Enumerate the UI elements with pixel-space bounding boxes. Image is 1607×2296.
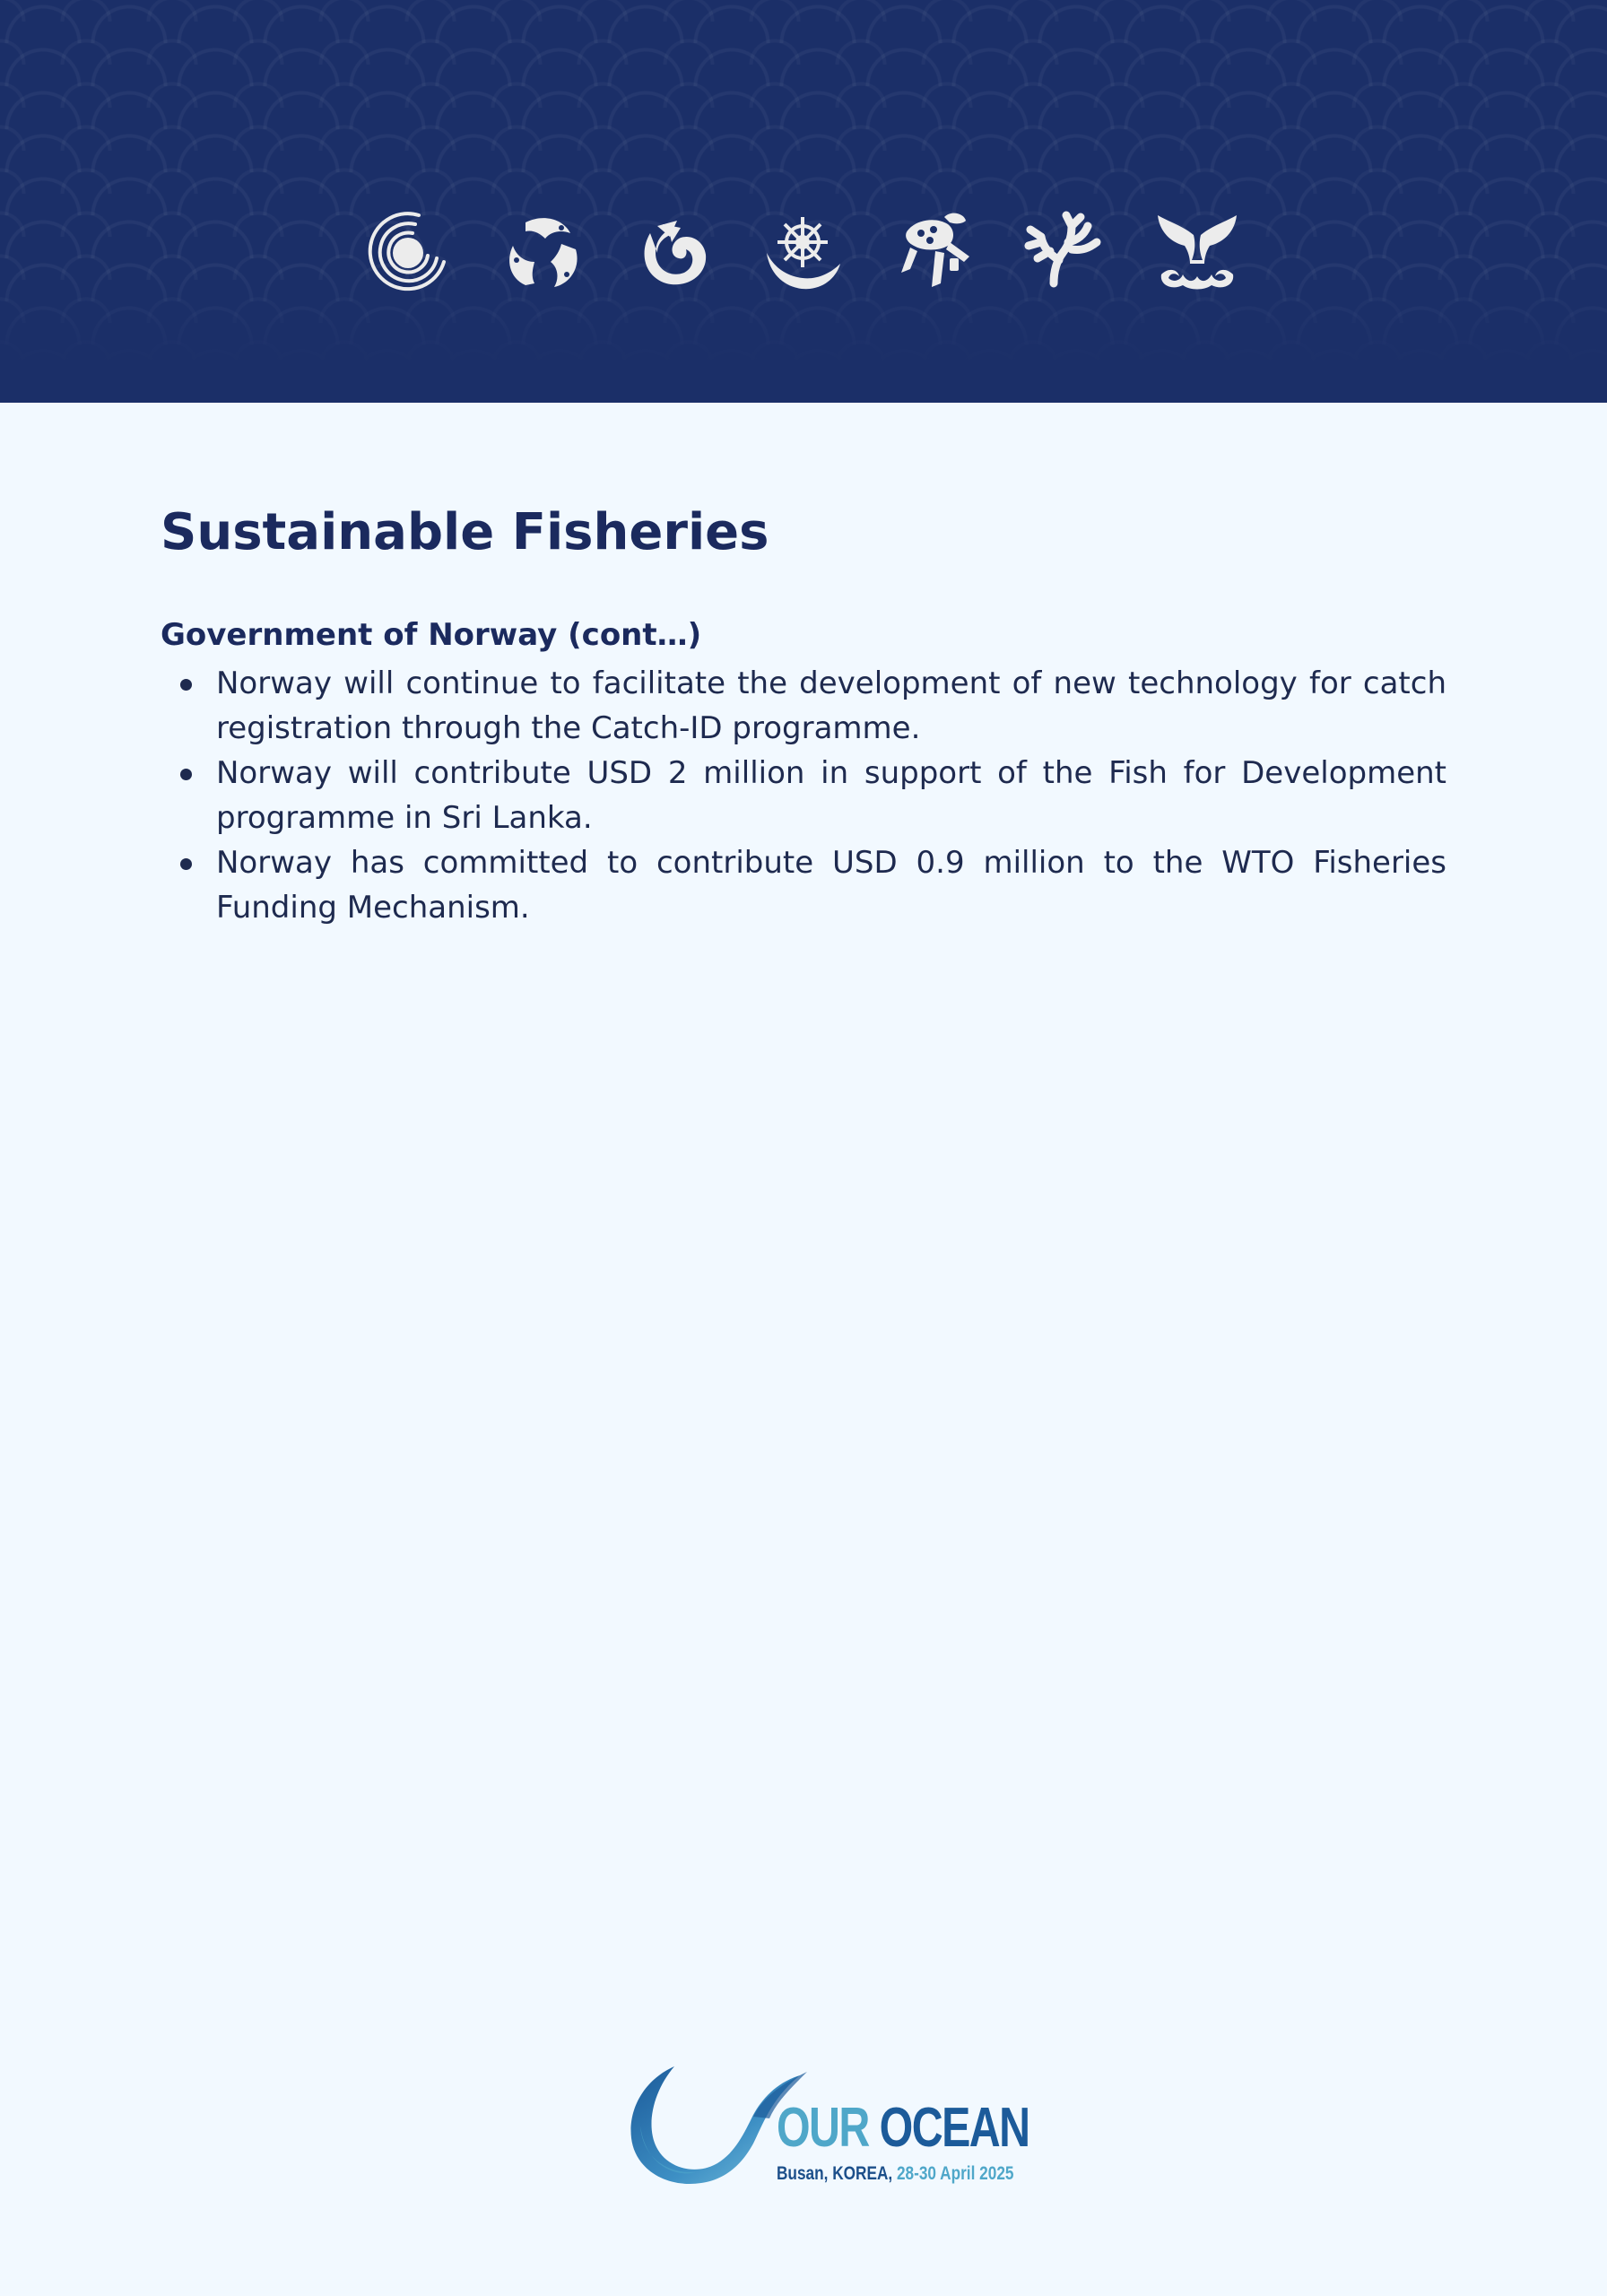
header-banner: [0, 0, 1607, 403]
coral-icon: [1018, 206, 1108, 296]
page-title: Sustainable Fisheries: [161, 503, 769, 561]
logo-dates: 28-30 April 2025: [896, 2163, 1014, 2184]
document-content: [161, 502, 1446, 930]
sea-turtle-icon: [890, 206, 980, 296]
logo-wordmark: [777, 2097, 1029, 2159]
ship-wheel-icon: [758, 206, 847, 296]
fish-cycle-icon: [499, 206, 588, 296]
our-ocean-logo: [619, 2063, 1029, 2197]
logo-tagline: [777, 2163, 1013, 2185]
list-item: Norway will contribute USD 2 million in support of the Fish for Development programme in Sri Lanka.: [216, 751, 1446, 840]
whale-tail-icon: [1152, 206, 1242, 296]
list-item: Norway has committed to contribute USD 0.9 million to the WTO Fisheries Funding Mechanism.: [216, 840, 1446, 930]
logo-location: Busan, KOREA,: [777, 2163, 893, 2184]
wave-swirl-icon: [630, 206, 720, 296]
logo-ocean-text: OCEAN: [879, 2097, 1029, 2159]
spiral-rings-icon: [363, 206, 453, 296]
logo-our-text: OUR: [777, 2097, 869, 2159]
ocean-icon-row: [0, 206, 1607, 314]
bullet-list: [161, 661, 1446, 930]
section-heading: Government of Norway (cont…): [161, 617, 702, 654]
list-item: Norway will continue to facilitate the development of new technology for catch registration through the Catch-ID programme.: [216, 661, 1446, 751]
